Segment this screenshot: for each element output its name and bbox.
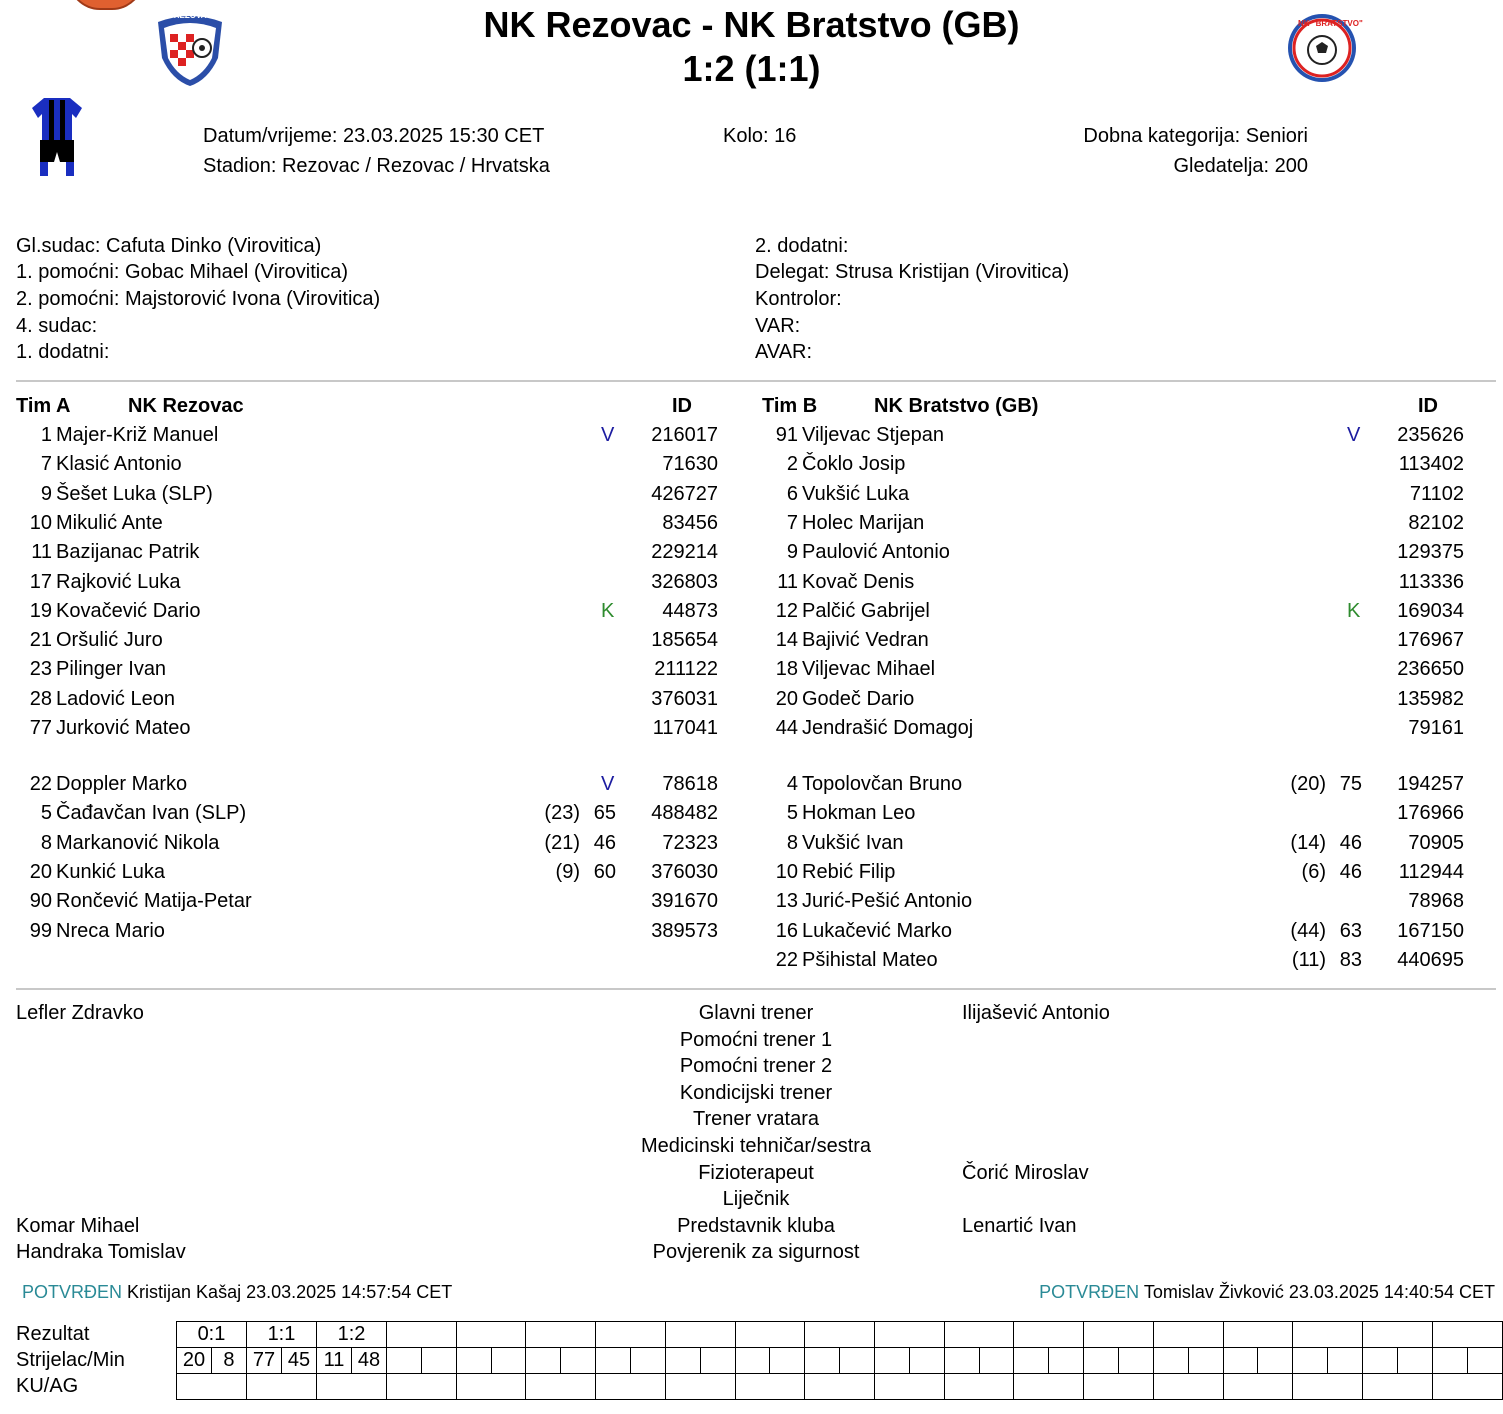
sub-minute: 63 xyxy=(1339,919,1362,942)
team-b-label: Tim B xyxy=(762,395,818,417)
official-line: Kontrolor: xyxy=(755,288,842,310)
scorer-cell: 11 xyxy=(316,1348,351,1374)
player-name: Bajivić Vedran xyxy=(802,629,929,652)
player-id: 70905 xyxy=(1408,831,1464,854)
player-number: 18 xyxy=(775,658,798,681)
player-number: 17 xyxy=(29,570,52,593)
sub-minute: 46 xyxy=(593,831,616,854)
player-name: Čoklo Josip xyxy=(802,453,906,476)
match-score: 1:2 (1:1) xyxy=(682,48,821,89)
team-b-logo-text: NK "BRATSTVO" xyxy=(1298,19,1363,28)
player-id: 44873 xyxy=(662,599,718,622)
sub-for-number: (20) xyxy=(1290,773,1326,795)
player-id: 82102 xyxy=(1408,511,1464,534)
result-cell: 1:1 xyxy=(246,1322,316,1348)
match-round: Kolo: 16 xyxy=(723,125,797,147)
scorer-cell: 20 xyxy=(177,1348,212,1374)
player-id: 440695 xyxy=(1397,948,1464,971)
team-kit-icon xyxy=(30,96,84,178)
player-id: 211122 xyxy=(654,658,718,681)
result-cell xyxy=(805,1322,875,1348)
scorer-cell xyxy=(1119,1348,1154,1374)
player-number: 19 xyxy=(29,599,52,622)
team-a-name: NK Rezovac xyxy=(128,395,244,417)
player-name: Nreca Mario xyxy=(56,919,165,942)
scorer-cell: 77 xyxy=(246,1348,281,1374)
player-id: 176966 xyxy=(1397,802,1464,825)
kuag-cell xyxy=(246,1374,316,1400)
player-name: Vukšić Luka xyxy=(802,482,910,505)
player-name: Pilinger Ivan xyxy=(56,658,167,681)
official-line: 2. pomoćni: Majstorović Ivona (Virovitica) xyxy=(16,288,381,310)
player-number: 1 xyxy=(40,424,52,446)
result-cell: 0:1 xyxy=(177,1322,247,1348)
player-name: Kovačević Dario xyxy=(56,599,201,622)
scorer-cell xyxy=(1084,1348,1119,1374)
player-name: Jendrašić Domagoj xyxy=(802,717,974,739)
player-name: Rončević Matija-Petar xyxy=(56,890,252,913)
staff-role: Pomoćni trener 2 xyxy=(679,1055,833,1078)
kuag-cell xyxy=(596,1374,666,1400)
player-number: 21 xyxy=(29,629,52,652)
official-line: 2. dodatni: xyxy=(755,235,849,257)
result-cell xyxy=(1293,1322,1363,1348)
result-cell xyxy=(1223,1322,1293,1348)
player-name: Jurković Mateo xyxy=(56,717,191,739)
player-id: 78968 xyxy=(1408,890,1464,913)
staff-role: Liječnik xyxy=(722,1188,790,1211)
player-id: 72323 xyxy=(662,831,718,854)
staff-role: Trener vratara xyxy=(693,1108,819,1131)
scorer-cell xyxy=(979,1348,1014,1374)
scorer-cell xyxy=(1258,1348,1293,1374)
scorer-cell xyxy=(1293,1348,1328,1374)
player-id: 194257 xyxy=(1397,773,1464,795)
goalkeeper-mark: V xyxy=(1347,424,1361,446)
player-name: Markanović Nikola xyxy=(56,831,220,854)
player-name: Hokman Leo xyxy=(802,802,916,825)
player-id: 117041 xyxy=(652,717,718,739)
sub-for-number: (6) xyxy=(1301,860,1326,883)
sub-minute: 60 xyxy=(593,860,616,883)
sub-for-number: (11) xyxy=(1291,948,1326,971)
scorer-cell: 8 xyxy=(212,1348,247,1374)
confirm-team-b xyxy=(1039,1282,1495,1303)
player-number: 10 xyxy=(29,511,52,534)
scorer-cell xyxy=(561,1348,596,1374)
player-id: 135982 xyxy=(1397,687,1464,710)
player-id: 488482 xyxy=(651,802,718,825)
scorer-cell xyxy=(805,1348,840,1374)
player-number: 9 xyxy=(786,541,798,564)
official-line: VAR: xyxy=(755,315,801,337)
official-line: 4. sudac: xyxy=(16,315,98,337)
scorer-cell xyxy=(1014,1348,1049,1374)
player-name: Holec Marijan xyxy=(802,511,925,534)
staff-team-b: Lenartić Ivan xyxy=(962,1214,1077,1237)
staff-role: Pomoćni trener 1 xyxy=(679,1028,833,1051)
player-name: Rajković Luka xyxy=(56,570,181,593)
team-b-id-header: ID xyxy=(1418,395,1438,417)
staff-team-a: Handraka Tomislav xyxy=(16,1241,186,1264)
result-cell xyxy=(1363,1322,1433,1348)
player-number: 22 xyxy=(775,948,798,971)
match-datetime: Datum/vrijeme: 23.03.2025 15:30 CET xyxy=(203,125,545,147)
scorer-cell xyxy=(1467,1348,1502,1374)
staff-role: Predstavnik kluba xyxy=(677,1214,835,1237)
divider xyxy=(16,380,1496,382)
player-name: Doppler Marko xyxy=(56,773,188,795)
scorer-cell xyxy=(1432,1348,1467,1374)
scorer-cell xyxy=(770,1348,805,1374)
sub-for-number: (21) xyxy=(544,831,580,854)
sub-minute: 75 xyxy=(1339,773,1362,795)
result-cell xyxy=(875,1322,945,1348)
kuag-cell xyxy=(526,1374,596,1400)
official-line: 1. pomoćni: Gobac Mihael (Virovitica) xyxy=(16,261,348,283)
confirm-team-a xyxy=(22,1282,452,1303)
player-name: Godeč Dario xyxy=(802,687,915,710)
kuag-cell xyxy=(387,1374,457,1400)
kuag-cell xyxy=(875,1374,945,1400)
scorer-cell xyxy=(1188,1348,1223,1374)
scorer-cell xyxy=(1328,1348,1363,1374)
team-a-id-header: ID xyxy=(672,395,692,417)
team-b-name: NK Bratstvo (GB) xyxy=(874,395,1039,417)
staff-team-a: Komar Mihael xyxy=(16,1214,140,1237)
player-number: 6 xyxy=(786,482,798,505)
player-name: Majer-Križ Manuel xyxy=(56,424,219,446)
confirm-text: Kristijan Kašaj 23.03.2025 14:57:54 CET xyxy=(127,1282,453,1302)
player-id: 376031 xyxy=(651,687,718,710)
kuag-cell xyxy=(944,1374,1014,1400)
captain-mark: K xyxy=(1347,599,1361,622)
scorer-cell: 45 xyxy=(281,1348,316,1374)
player-name: Čađavčan Ivan (SLP) xyxy=(56,802,247,825)
player-number: 5 xyxy=(786,802,798,825)
sub-for-number: (9) xyxy=(555,860,580,883)
player-number: 4 xyxy=(786,773,798,795)
scorer-cell xyxy=(875,1348,910,1374)
player-id: 426727 xyxy=(651,482,718,505)
result-cell xyxy=(1432,1322,1502,1348)
player-number: 11 xyxy=(777,570,798,593)
player-number: 16 xyxy=(775,919,798,942)
match-attendance: Gledatelja: 200 xyxy=(1173,155,1308,177)
captain-mark: K xyxy=(601,599,615,622)
player-id: 176967 xyxy=(1397,629,1464,652)
result-cell: 1:2 xyxy=(316,1322,386,1348)
sub-minute: 83 xyxy=(1339,948,1362,971)
scorer-cell xyxy=(1223,1348,1258,1374)
scorer-cell xyxy=(700,1348,735,1374)
player-number: 8 xyxy=(40,831,52,854)
player-id: 71630 xyxy=(662,453,718,476)
player-id: 389573 xyxy=(651,919,718,942)
scoreboard-label: Strijelac/Min xyxy=(16,1349,125,1371)
player-id: 113402 xyxy=(1398,453,1464,476)
staff-role: Medicinski tehničar/sestra xyxy=(640,1135,872,1157)
player-number: 5 xyxy=(40,802,52,825)
scorer-cell xyxy=(909,1348,944,1374)
player-id: 391670 xyxy=(651,890,718,913)
kuag-cell xyxy=(665,1374,735,1400)
staff-team-a: Lefler Zdravko xyxy=(16,1002,144,1024)
player-number: 99 xyxy=(29,919,52,942)
player-number: 20 xyxy=(29,860,52,883)
player-number: 13 xyxy=(775,890,798,913)
player-id: 216017 xyxy=(651,424,718,446)
player-name: Topolovčan Bruno xyxy=(802,773,963,795)
player-number: 23 xyxy=(29,658,52,681)
result-cell xyxy=(1014,1322,1084,1348)
player-id: 229214 xyxy=(651,541,718,564)
player-id: 79161 xyxy=(1408,717,1464,739)
staff-team-b: Ilijašević Antonio xyxy=(962,1002,1110,1024)
kuag-cell xyxy=(805,1374,875,1400)
official-line: 1. dodatni: xyxy=(16,341,110,363)
player-id: 78618 xyxy=(662,773,718,795)
result-cell xyxy=(735,1322,805,1348)
staff-team-b: Čorić Miroslav xyxy=(962,1161,1089,1184)
confirm-status: POTVRĐEN xyxy=(1039,1282,1140,1302)
scorer-cell xyxy=(1153,1348,1188,1374)
player-number: 10 xyxy=(775,860,798,883)
scoreboard-label: Rezultat xyxy=(16,1323,90,1345)
player-number: 2 xyxy=(786,453,798,476)
player-number: 7 xyxy=(786,511,798,534)
divider xyxy=(16,988,1496,990)
kuag-cell xyxy=(1084,1374,1154,1400)
scoreboard-label: KU/AG xyxy=(16,1375,79,1397)
kuag-cell xyxy=(1363,1374,1433,1400)
confirm-text: Tomislav Živković 23.03.2025 14:40:54 CET xyxy=(1143,1282,1495,1302)
team-a-logo-text: NK REZOVAC xyxy=(160,11,213,20)
sub-minute: 65 xyxy=(593,802,616,825)
player-id: 167150 xyxy=(1397,919,1464,942)
staff-role: Fizioterapeut xyxy=(698,1161,814,1184)
staff-role: Povjerenik za sigurnost xyxy=(652,1241,860,1264)
player-number: 44 xyxy=(775,717,798,739)
scorer-cell xyxy=(1397,1348,1432,1374)
result-cell xyxy=(456,1322,526,1348)
scorer-cell xyxy=(456,1348,491,1374)
player-name: Rebić Filip xyxy=(802,860,896,883)
player-id: 71102 xyxy=(1409,482,1464,505)
match-title: NK Rezovac - NK Bratstvo (GB) xyxy=(483,4,1020,45)
sub-for-number: (23) xyxy=(544,802,580,825)
kuag-cell xyxy=(1014,1374,1084,1400)
player-name: Oršulić Juro xyxy=(56,629,163,652)
result-cell xyxy=(526,1322,596,1348)
scorer-cell xyxy=(596,1348,631,1374)
staff-role: Kondicijski trener xyxy=(679,1081,833,1104)
scorer-cell xyxy=(387,1348,422,1374)
confirm-status: POTVRĐEN xyxy=(22,1282,123,1302)
player-name: Šešet Luka (SLP) xyxy=(56,482,213,505)
scorer-cell xyxy=(944,1348,979,1374)
player-number: 8 xyxy=(786,831,798,854)
kuag-cell xyxy=(735,1374,805,1400)
staff-role: Glavni trener xyxy=(698,1002,814,1024)
player-number: 9 xyxy=(40,482,52,505)
match-category: Dobna kategorija: Seniori xyxy=(1083,125,1308,147)
player-name: Klasić Antonio xyxy=(56,453,182,476)
scorer-cell xyxy=(840,1348,875,1374)
player-id: 129375 xyxy=(1397,541,1464,564)
player-number: 28 xyxy=(29,687,52,710)
scorer-cell xyxy=(1049,1348,1084,1374)
scorer-cell xyxy=(735,1348,770,1374)
kuag-cell xyxy=(1223,1374,1293,1400)
player-name: Ladović Leon xyxy=(56,687,175,710)
player-id: 326803 xyxy=(651,570,718,593)
player-id: 185654 xyxy=(651,629,718,652)
kuag-cell xyxy=(177,1374,247,1400)
player-number: 12 xyxy=(775,599,798,622)
match-stadium: Stadion: Rezovac / Rezovac / Hrvatska xyxy=(203,155,550,177)
player-number: 11 xyxy=(31,541,52,564)
player-number: 22 xyxy=(29,773,52,795)
scorer-cell xyxy=(526,1348,561,1374)
result-cell xyxy=(1084,1322,1154,1348)
player-number: 7 xyxy=(40,453,52,476)
kuag-cell xyxy=(316,1374,386,1400)
player-id: 83456 xyxy=(662,511,718,534)
kuag-cell xyxy=(1432,1374,1502,1400)
player-name: Jurić-Pešić Antonio xyxy=(802,890,973,913)
player-number: 20 xyxy=(775,687,798,710)
player-number: 90 xyxy=(29,890,52,913)
scorer-cell xyxy=(631,1348,666,1374)
player-id: 376030 xyxy=(651,860,718,883)
player-name: Vukšić Ivan xyxy=(802,831,904,854)
player-id: 235626 xyxy=(1397,424,1464,446)
scorer-cell xyxy=(1363,1348,1398,1374)
official-line: Delegat: Strusa Kristijan (Virovitica) xyxy=(755,261,1070,283)
kuag-cell xyxy=(456,1374,526,1400)
player-name: Bazijanac Patrik xyxy=(56,541,200,564)
result-cell xyxy=(596,1322,666,1348)
player-name: Lukačević Marko xyxy=(802,919,953,942)
scorer-cell xyxy=(665,1348,700,1374)
player-id: 169034 xyxy=(1397,599,1464,622)
kuag-cell xyxy=(1293,1374,1363,1400)
result-cell xyxy=(665,1322,735,1348)
kuag-cell xyxy=(1153,1374,1223,1400)
scorer-cell xyxy=(421,1348,456,1374)
player-name: Viljevac Stjepan xyxy=(802,424,944,446)
player-id: 112944 xyxy=(1398,860,1464,883)
scorer-cell: 48 xyxy=(351,1348,386,1374)
player-number: 14 xyxy=(775,629,798,652)
player-id: 236650 xyxy=(1397,658,1464,681)
scorer-cell xyxy=(491,1348,526,1374)
result-cell xyxy=(387,1322,457,1348)
player-name: Paulović Antonio xyxy=(802,541,950,564)
sub-for-number: (44) xyxy=(1290,919,1326,942)
goalkeeper-mark: V xyxy=(601,773,615,795)
player-name: Mikulić Ante xyxy=(56,511,163,534)
official-line: AVAR: xyxy=(755,341,813,363)
sub-minute: 46 xyxy=(1339,831,1362,854)
player-number: 77 xyxy=(29,717,52,739)
player-number: 91 xyxy=(775,424,798,446)
goalkeeper-mark: V xyxy=(601,424,615,446)
sub-minute: 46 xyxy=(1339,860,1362,883)
player-name: Palčić Gabrijel xyxy=(802,599,930,622)
player-id: 113336 xyxy=(1398,570,1464,593)
sub-for-number: (14) xyxy=(1290,831,1326,854)
scoreboard-table xyxy=(176,1321,1503,1400)
player-name: Kunkić Luka xyxy=(56,860,165,883)
team-a-label: Tim A xyxy=(16,395,71,417)
result-cell xyxy=(1153,1322,1223,1348)
player-name: Viljevac Mihael xyxy=(802,658,936,681)
player-name: Pšihistal Mateo xyxy=(802,948,938,971)
official-line: Gl.sudac: Cafuta Dinko (Virovitica) xyxy=(16,235,322,257)
player-name: Kovač Denis xyxy=(802,570,915,593)
result-cell xyxy=(944,1322,1014,1348)
